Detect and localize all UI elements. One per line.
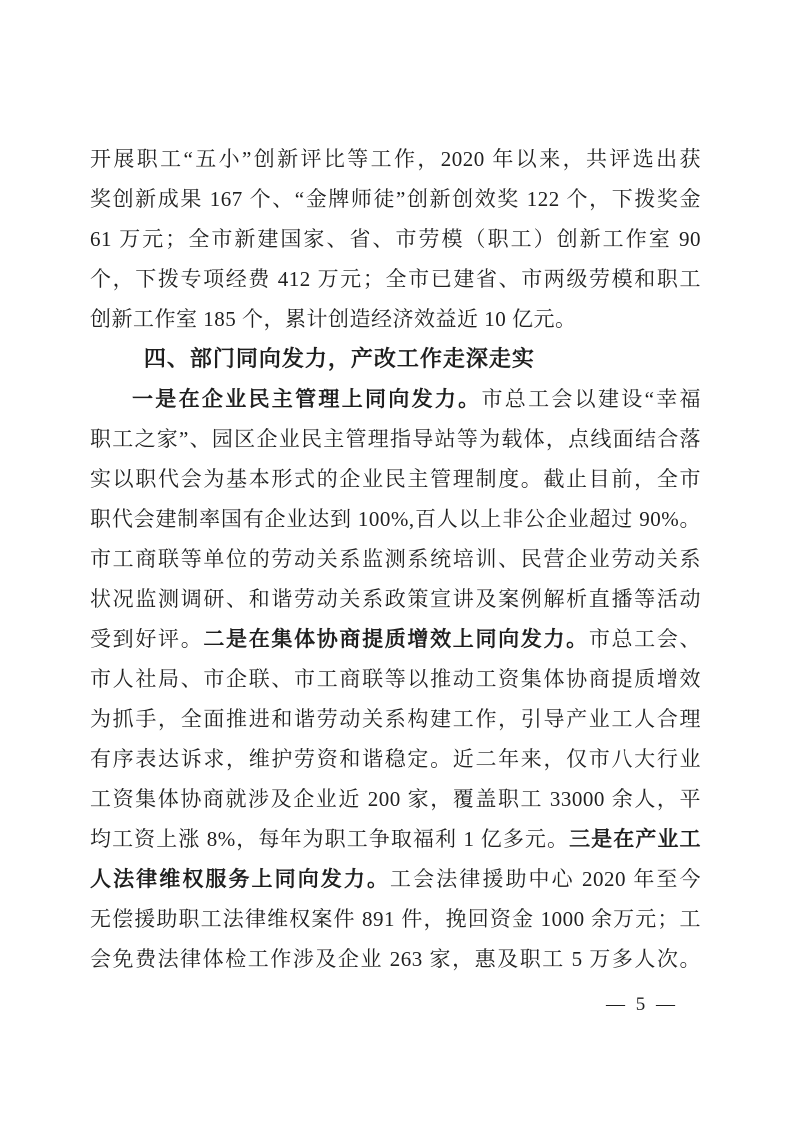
- text-line: [90, 219, 701, 259]
- body-text: 职工之家”、园区企业民主管理指导站等为载体，点线面结合落: [90, 427, 701, 451]
- body-text: 职代会建制率国有企业达到 100%,百人以上非公企业超过 90%。: [90, 507, 701, 531]
- text-line: [90, 139, 701, 179]
- section-heading: [90, 339, 701, 379]
- body-text: 市总工会、: [588, 627, 701, 651]
- body-text: 工资集体协商就涉及企业近 200 家，覆盖职工 33000 余人，平: [90, 787, 701, 811]
- body-text: 市工商联等单位的劳动关系监测系统培训、民营企业劳动关系: [90, 547, 701, 571]
- body-text: 状况监测调研、和谐劳动关系政策宣讲及案例解析直播等活动: [90, 587, 701, 611]
- text-line: [90, 459, 701, 499]
- text-line: [90, 819, 701, 859]
- body-text: 无偿援助职工法律维权案件 891 件，挽回资金 1000 余万元；工: [90, 907, 701, 931]
- emphasis-text: 二是在集体协商提质增效上同向发力。: [203, 627, 589, 651]
- body-text: 市人社局、市企联、市工商联等以推动工资集体协商提质增效: [90, 667, 701, 691]
- text-line: [90, 659, 701, 699]
- emphasis-text: 三是在产业工: [569, 827, 701, 851]
- text-line: [90, 859, 701, 899]
- body-text: 工会法律援助中心 2020 年至今: [390, 867, 701, 891]
- text-line: [90, 179, 701, 219]
- text-line: [90, 939, 701, 979]
- body-text: 会免费法律体检工作涉及企业 263 家，惠及职工 5 万多人次。: [90, 947, 701, 971]
- body-text: 均工资上涨 8%，每年为职工争取福利 1 亿多元。: [90, 827, 570, 851]
- document-body: [90, 139, 701, 979]
- body-text: 61 万元；全市新建国家、省、市劳模（职工）创新工作室 90: [90, 227, 701, 251]
- emphasis-text: 人法律维权服务上同向发力。: [90, 867, 391, 891]
- body-text: 奖创新成果 167 个、“金牌师徒”创新创效奖 122 个，下拨奖金: [90, 187, 701, 211]
- text-line: [90, 539, 701, 579]
- body-text: 为抓手，全面推进和谐劳动关系构建工作，引导产业工人合理: [90, 707, 701, 731]
- text-line: [90, 579, 701, 619]
- text-line: [90, 259, 701, 299]
- body-text: 实以职代会为基本形式的企业民主管理制度。截止目前，全市: [90, 467, 701, 491]
- text-line: [90, 419, 701, 459]
- body-text: 市总工会以建设“幸福: [481, 387, 701, 411]
- text-line: [90, 499, 701, 539]
- page-number: — 5 —: [606, 994, 675, 1015]
- body-text: 开展职工“五小”创新评比等工作，2020 年以来，共评选出获: [90, 147, 701, 171]
- text-line: [90, 899, 701, 939]
- text-line: [90, 619, 701, 659]
- text-line: [90, 779, 701, 819]
- text-line: [90, 379, 701, 419]
- body-text: 有序表达诉求，维护劳资和谐稳定。近二年来，仅市八大行业: [90, 747, 701, 771]
- emphasis-text: 四、部门同向发力，产改工作走深走实: [143, 346, 535, 371]
- text-line: [90, 699, 701, 739]
- emphasis-text: 一是在企业民主管理上同向发力。: [132, 387, 482, 411]
- text-line: [90, 299, 701, 339]
- body-text: 个，下拨专项经费 412 万元；全市已建省、市两级劳模和职工: [90, 267, 701, 291]
- body-text: 受到好评。: [90, 627, 204, 651]
- text-line: [90, 739, 701, 779]
- body-text: 创新工作室 185 个，累计创造经济效益近 10 亿元。: [90, 307, 577, 331]
